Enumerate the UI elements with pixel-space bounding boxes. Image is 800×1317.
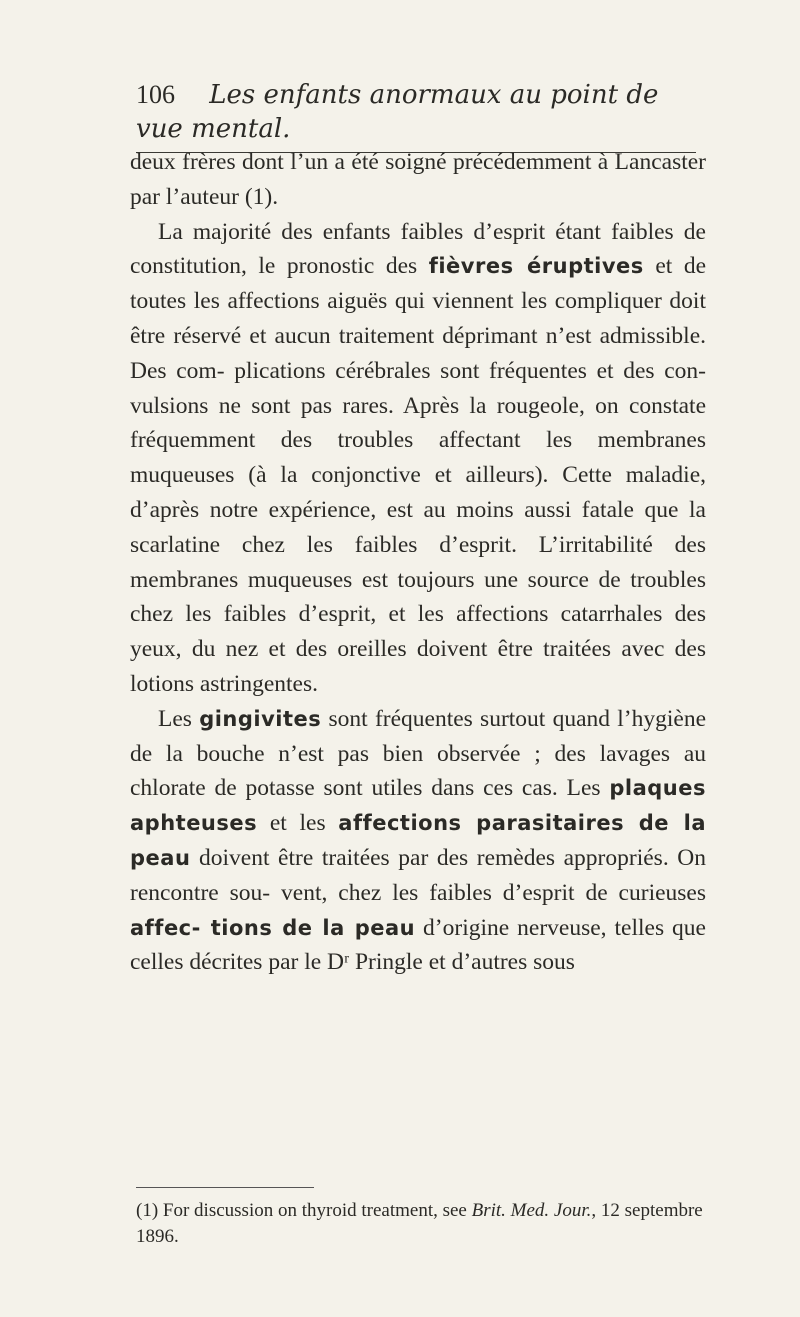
paragraph-3 <box>130 702 706 980</box>
footnote <box>136 1198 706 1250</box>
footnote-journal: Brit. Med. Jour. <box>471 1200 592 1221</box>
page-number: 106 <box>136 80 175 109</box>
paragraph-2 <box>130 215 706 702</box>
emphasis-plaques-aphteuses: plaques aphteuses <box>130 776 706 836</box>
paragraph-1-text: deux frères dont l’un a été soigné précédemment à Lancaster par l’auteur (1). <box>130 149 706 210</box>
paragraph-1 <box>130 145 706 215</box>
running-title: Les enfants anormaux au point de vue mental. <box>136 80 659 144</box>
p3-text-e: d’origine nerveuse, telles que celles décrites par le Dʳ Pringle et d’autres sous <box>130 914 706 976</box>
emphasis-fievres-eruptives: fièvres éruptives <box>428 254 644 279</box>
body-text <box>130 145 706 980</box>
p2-text-b: et de toutes les affections aiguës qui viennent les compliquer doit être réservé et aucun traitement déprimant n’est admissible. Des com- plications cérébrales sont fréquentes et des con- vulsions ne sont pas rares. Après la rougeole, on constate fréquemment des troubles affectant les membranes muqueuses (à la conjonctive et ailleurs). Cette maladie, d’après notre expérience, est au moins aussi fatale que la scarlatine chez les faibles d’esprit. L’irritabilité des membranes muqueuses est toujours une source de troubles chez les faibles d’esprit, et les affections catarrhales des yeux, du nez et des oreilles doivent être traitées avec des lotions astringentes. <box>130 253 707 697</box>
p3-text-c: et les <box>257 810 339 837</box>
p2-text-a: La majorité des enfants faibles d’esprit étant faibles de constitution, le pronostic des <box>130 218 706 280</box>
footnote-text-a: (1) For discussion on thyroid treatment, see <box>136 1200 472 1221</box>
p3-text-b: sont fréquentes surtout quand l’hygiène de la bouche n’est pas bien observée ; des lavages au chlorate de potasse sont utiles dans ces cas. Les <box>130 705 707 802</box>
emphasis-affections-peau: affec- tions de la peau <box>130 915 416 940</box>
emphasis-affections-parasitaires: affections parasitaires de la peau <box>130 811 706 870</box>
footnote-rule <box>136 1187 314 1188</box>
emphasis-gingivites: gingivites <box>199 706 322 731</box>
p3-text-a: Les <box>158 705 200 732</box>
page-header <box>136 78 696 153</box>
p3-text-d: doivent être traitées par des remèdes appropriés. On rencontre sou- vent, chez les faibles d’esprit de curieuses <box>130 844 706 906</box>
footnote-text-b: , 12 septembre 1896. <box>136 1200 703 1247</box>
